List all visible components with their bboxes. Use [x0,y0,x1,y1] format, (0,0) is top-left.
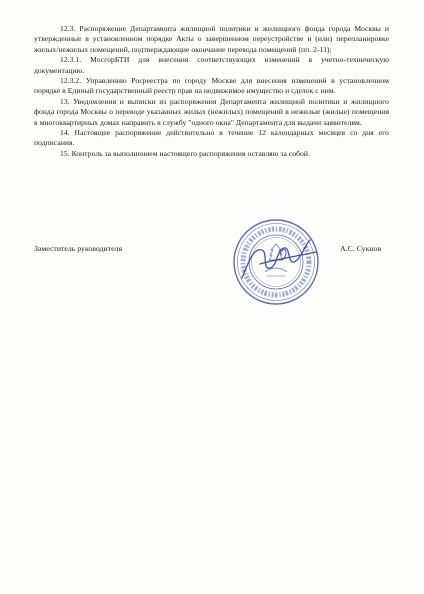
paragraph-13: 13. Уведомления и выписки из распоряжения Департамента жилищной политики и жилищного фонда города Москвы о переводе указанных жилых (нежилых) помещений в нежилые (жилые) помещения в многоквартирных домах направить в службу "одного окна" Департамента для выдачи заявителям. [34,96,389,127]
document-body [34,24,389,159]
paragraph-15: 15. Контроль за выполнением настоящего распоряжения оставляю за собой. [60,148,310,158]
signatory-name: А.С. Сукнов [340,244,382,253]
signatory-title: Заместитель руководителя [34,244,123,253]
paragraph-12-3: 12.3. Распоряжение Департамента жилищной политики и жилищного фонда города Москвы и утвержденные в установленном порядке Акты о завершенном переустройстве и (или) перепланировке жилых/нежилых помещений, подтверждающие окончание перевода помещений (пп. 2-11): [34,24,389,54]
seal-stamp-icon [232,218,320,306]
paragraph-12-3-2: 12.3.2. Управлению Росреестра по городу Москве для внесения изменений в установленном порядке в Единый государственный реестр прав на недвижимое имущество и сделок с ним. [34,76,389,96]
paragraph-14: 14. Настоящее распоряжение действительно в течение 12 календарных месяцев со дня его подписания. [34,128,389,148]
paragraph-12-3-1: 12.3.1. МосгорБТИ для внесения соответствующих изменений в учетно-техническую документацию. [34,55,389,75]
